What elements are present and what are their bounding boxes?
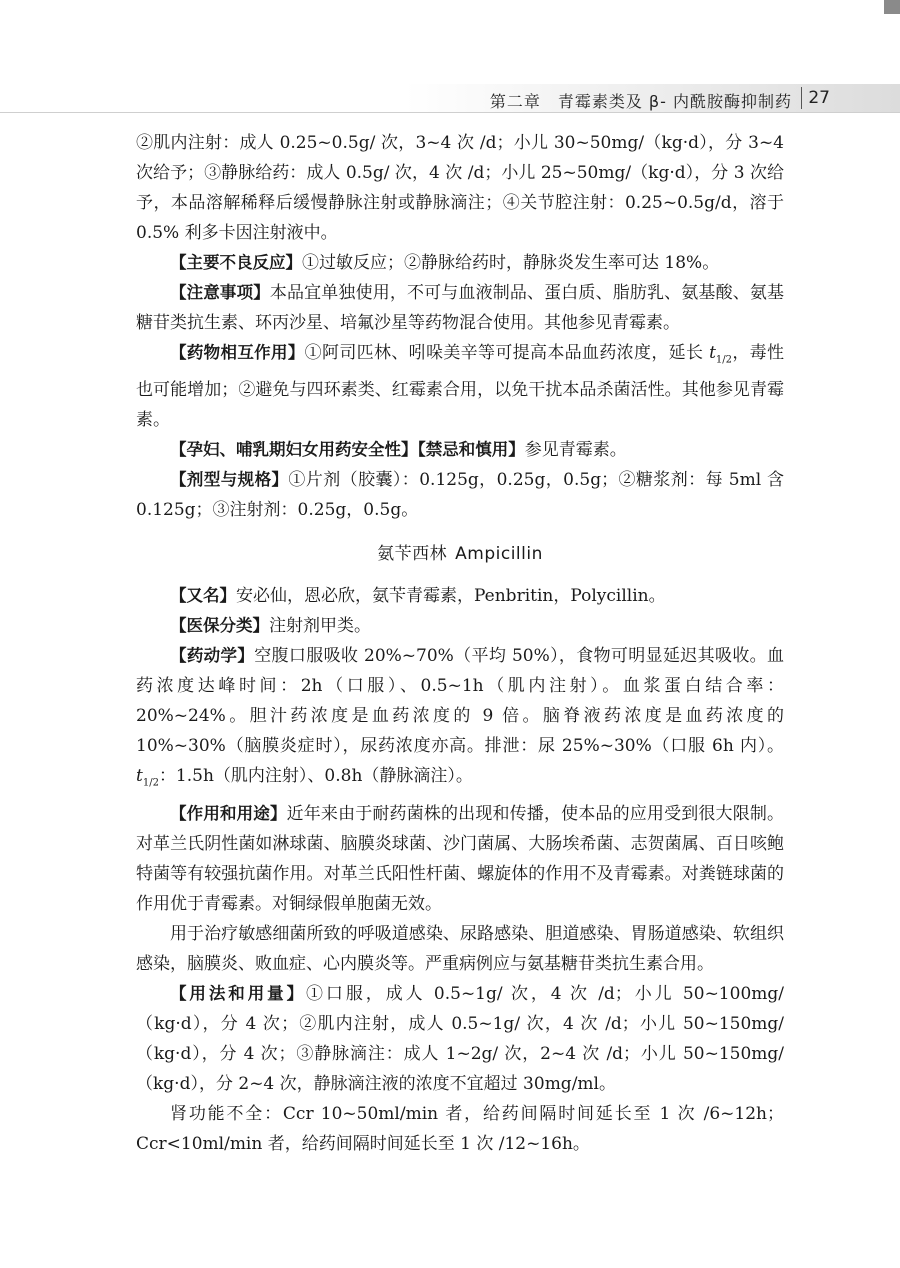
- renal-impairment: 肾功能不全：Ccr 10~50ml/min 者，给药间隔时间延长至 1 次 /6~12h；Ccr<10ml/min 者，给药间隔时间延长至 1 次 /12~16h。: [136, 1103, 784, 1154]
- pk-label: 【药动学】: [170, 646, 255, 666]
- adverse-text: ①过敏反应；②静脉给药时，静脉炎发生率可达 18%。: [302, 253, 720, 273]
- adverse-reactions: [136, 248, 784, 278]
- pharmacokinetics: [136, 641, 784, 798]
- forms-text: ①片剂（胶囊）：0.125g，0.25g，0.5g；②糖浆剂：每 5ml 含 0.125g；③注射剂：0.25g，0.5g。: [136, 470, 784, 521]
- half-life-symbol: t: [709, 343, 716, 363]
- dosage-text: ①口服，成人 0.5~1g/ 次，4 次 /d；小儿 50~100mg/（kg·d），分 4 次；②肌内注射，成人 0.5~1g/ 次，4 次 /d；小儿 50~150mg/（kg·d），分 4 次；③静脉滴注：成人 1~2g/ 次，2~4 次 /d；小儿 50~150mg/（kg·d），分 2~4 次，静脉滴注液的浓度不宜超过 30mg/ml。: [136, 983, 784, 1094]
- insurance-class: [136, 611, 784, 641]
- pk-half-life-symbol: t: [136, 766, 143, 787]
- drug-name-en: Ampicillin: [455, 544, 543, 565]
- use-text: 近年来由于耐药菌株的出现和传播，使本品的应用受到很大限制。对革兰氏阴性菌如淋球菌、脑膜炎球菌、沙门菌属、大肠埃希菌、志贺菌属、百日咳鲍特菌等有较强抗菌作用。对革兰氏阳性杆菌、螺旋体的作用不及青霉素。对粪链球菌的作用优于青霉素。对铜绿假单胞菌无效。: [136, 803, 785, 914]
- alias-text: 安必仙，恩必欣，氨苄青霉素，Penbritin，Polycillin。: [236, 586, 666, 607]
- insurance-text: 注射剂甲类。: [269, 616, 371, 637]
- contraindications-label: 【禁忌和慎用】: [417, 440, 525, 460]
- pk-text-2: ：1.5h（肌内注射）、0.8h（静脉滴注）。: [158, 766, 473, 787]
- alias: [136, 581, 784, 611]
- page-body: [136, 128, 784, 1159]
- dosage-forms: [136, 465, 784, 525]
- dosage-administration: [136, 979, 784, 1099]
- pregnancy-text: 参见青霉素。: [524, 440, 627, 461]
- precautions-text: 本品宜单独使用，不可与血液制品、蛋白质、脂肪乳、氨基酸、氨基糖苷类抗生素、环丙沙星、培氟沙星等药物混合使用。其他参见青霉素。: [136, 283, 785, 333]
- drug-heading: [136, 539, 784, 569]
- running-header: [0, 84, 900, 113]
- pk-text-1: 空腹口服吸收 20%~70%（平均 50%），食物可明显延迟其吸收。血药浓度达峰时间：2h（口服）、0.5~1h（肌内注射）。血浆蛋白结合率：20%~24%。胆汁药浓度是血药浓度的 9 倍。脑脊液药浓度是血药浓度的 10%~30%（脑膜炎症时），尿药浓度亦高。排泄：尿 25%~30%（口服 6h 内）。: [136, 646, 785, 757]
- header-divider: [801, 87, 802, 109]
- drug-name-cn: 氨苄西林: [377, 544, 448, 565]
- pk-half-life-subscript: 1/2: [142, 777, 159, 789]
- interaction-text-2: ，毒性也可能增加；②避免与四环素类、红霉素合用，以免干扰本品杀菌活性。其他参见青霉素。: [136, 343, 785, 431]
- alias-label: 【又名】: [170, 586, 236, 606]
- precautions-label: 【注意事项】: [170, 283, 270, 302]
- indications: 用于治疗敏感细菌所致的呼吸道感染、尿路感染、胆道感染、胃肠道感染、软组织感染，脑膜炎、败血症、心内膜炎等。严重病例应与氨基糖苷类抗生素合用。: [136, 923, 784, 974]
- interaction-text-1: ①阿司匹林、吲哚美辛等可提高本品血药浓度，延长: [304, 343, 710, 363]
- pregnancy-label: 【孕妇、哺乳期妇女用药安全性】: [170, 440, 418, 460]
- use-label: 【作用和用途】: [170, 803, 287, 823]
- page-number: 27: [808, 88, 830, 108]
- half-life-subscript: 1/2: [715, 354, 733, 366]
- precautions: [136, 278, 784, 338]
- dosage-continued: ②肌内注射：成人 0.25~0.5g/ 次，3~4 次 /d；小儿 30~50mg/（kg·d），分 3~4 次给予；③静脉给药：成人 0.5g/ 次，4 次 /d；小儿 25~50mg/（kg·d），分 3 次给予，本品溶解稀释后缓慢静脉注射或静脉滴注；④关节腔注射：0.25~0.5g/d，溶于 0.5% 利多卡因注射液中。: [136, 133, 784, 243]
- forms-label: 【剂型与规格】: [170, 470, 289, 490]
- insurance-label: 【医保分类】: [170, 616, 269, 636]
- interaction-label: 【药物相互作用】: [170, 343, 305, 362]
- pregnancy-contraindications: [136, 435, 784, 465]
- adverse-label: 【主要不良反应】: [170, 253, 302, 272]
- drug-interactions: [136, 338, 784, 435]
- chapter-title: 第二章 青霉素类及 β- 内酰胺酶抑制药: [489, 92, 792, 111]
- actions-uses: [136, 799, 784, 919]
- dosage-label: 【用法和用量】: [170, 983, 306, 1003]
- corner-mark: [884, 0, 900, 14]
